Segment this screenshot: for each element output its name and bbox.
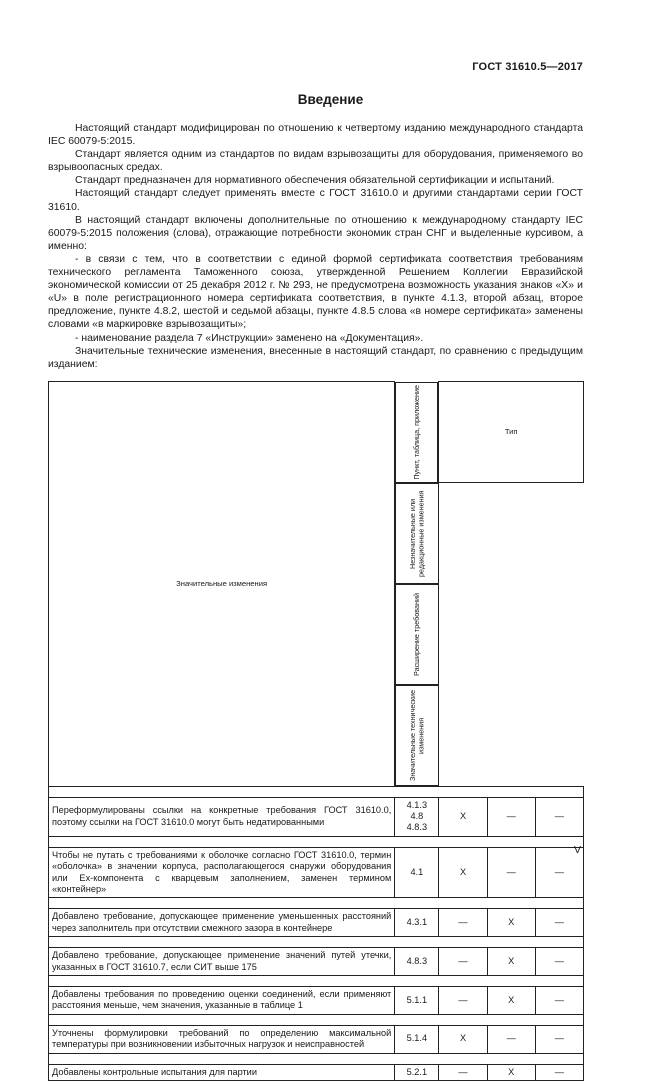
- table-spacer: [49, 937, 584, 948]
- clause-ref: 4.1.3 4.8 4.8.3: [395, 797, 439, 836]
- introduction-text: [48, 122, 583, 371]
- page-title: Введение: [297, 92, 364, 107]
- list-item: - наименование раздела 7 «Инструкции» заменено на «Документация».: [75, 332, 424, 344]
- header-clause-label: Пункт, таблица, приложение: [411, 384, 421, 480]
- page-number: V: [573, 844, 581, 856]
- table-spacer-cell: [49, 836, 584, 847]
- table-spacer: [49, 836, 584, 847]
- table-spacer: [49, 1014, 584, 1025]
- paragraph: Настоящий стандарт следует применять вместе с ГОСТ 31610.0 и другими стандартами серии ГОСТ 31610.: [48, 188, 583, 213]
- change-description: Добавлено требование, допускающее применение уменьшенных расстояний через заполнитель при отсутствии смежного зазора в контейнере: [49, 909, 395, 937]
- header-major: [395, 685, 439, 786]
- header-clause: [395, 382, 438, 483]
- minor-mark: X: [439, 797, 487, 836]
- major-mark: —: [535, 1025, 583, 1053]
- change-description: Добавлены требования по проведению оценки соединений, если применяют расстояния меньше, чем значения, указанные в таблице 1: [49, 986, 395, 1014]
- table-row: [49, 986, 584, 1014]
- extension-mark: —: [487, 847, 535, 898]
- table-spacer-cell: [49, 975, 584, 986]
- document-code: ГОСТ 31610.5—2017: [472, 61, 583, 73]
- paragraph: Настоящий стандарт модифицирован по отношению к четвертому изданию международного стандарта IEC 60079-5:2015.: [48, 123, 583, 148]
- paragraph: Значительные технические изменения, внесенные в настоящий стандарт, по сравнению с предыдущим изданием:: [48, 345, 583, 370]
- clause-ref: 4.8.3: [395, 948, 439, 976]
- table-row: [49, 1025, 584, 1053]
- table-spacer: [49, 786, 584, 797]
- minor-mark: —: [439, 948, 487, 976]
- table-row: [49, 847, 584, 898]
- change-description: Уточнены формулировки требований по определению максимальной температуры при возникновении избыточных нагрузок и неисправностей: [49, 1025, 395, 1053]
- clause-ref: 5.2.1: [395, 1064, 439, 1080]
- change-description: Чтобы не путать с требованиями к оболочке согласно ГОСТ 31610.0, термин «оболочка» в значении корпуса, располагающегося снаружи оборудования или Ex-компонента с кварцевым заполнением, заменен термином «контейнер»: [49, 847, 395, 898]
- header-minor-label: Незначительные или редакционные изменения: [407, 489, 426, 577]
- extension-mark: X: [487, 986, 535, 1014]
- major-mark: —: [535, 1064, 583, 1080]
- table-spacer-cell: [49, 1014, 584, 1025]
- table-spacer-cell: [49, 898, 584, 909]
- extension-mark: X: [487, 948, 535, 976]
- extension-mark: —: [487, 797, 535, 836]
- table-spacer-cell: [49, 786, 584, 797]
- header-extension-label: Расширение требований: [411, 592, 421, 676]
- clause-ref: 5.1.1: [395, 986, 439, 1014]
- paragraph: Стандарт предназначен для нормативного обеспечения обязательной сертификации и испытаний.: [75, 175, 555, 187]
- major-mark: —: [535, 986, 583, 1014]
- changes-table: [48, 381, 584, 1081]
- clause-ref: 5.1.4: [395, 1025, 439, 1053]
- major-mark: —: [535, 847, 583, 898]
- table-row: [49, 797, 584, 836]
- change-description: Добавлены контрольные испытания для партии: [49, 1064, 395, 1080]
- table-spacer: [49, 975, 584, 986]
- extension-mark: X: [487, 909, 535, 937]
- header-major-label: Значительные технические изменения: [407, 689, 426, 781]
- table-spacer: [49, 898, 584, 909]
- extension-mark: X: [487, 1064, 535, 1080]
- table-row: [49, 948, 584, 976]
- major-mark: —: [535, 909, 583, 937]
- header-type: Тип: [439, 382, 584, 483]
- minor-mark: —: [439, 1064, 487, 1080]
- table-spacer-cell: [49, 937, 584, 948]
- change-description: Добавлено требование, допускающее применение значений путей утечки, указанных в ГОСТ 31610.7, если СИТ выше 175: [49, 948, 395, 976]
- major-mark: —: [535, 948, 583, 976]
- major-mark: —: [535, 797, 583, 836]
- table-row: [49, 1064, 584, 1080]
- clause-ref: 4.1: [395, 847, 439, 898]
- header-minor: [395, 483, 439, 584]
- extension-mark: —: [487, 1025, 535, 1053]
- change-description: Переформулированы ссылки на конкретные требования ГОСТ 31610.0, поэтому ссылки на ГОСТ 31610.0 могут быть недатированными: [49, 797, 395, 836]
- list-item: - в связи с тем, что в соответствии с единой формой сертификата соответствия требованиям технического регламента Таможенного союза, утвержденной Решением Коллегии Евразийской экономической комиссии от 25 декабря 2012 г. № 293, не предусмотрена возможность указания знаков «X» и «U» в поле регистрационного номера сертификата соответствия, в пункте 4.1.3, второй абзац, второе предложение, пункте 4.8.2, шестой и седьмой абзацы, пункте 4.8.5 слова «в номере сертификата» заменены словами «в маркировке взрывозащиты»;: [48, 253, 583, 331]
- table-row: [49, 909, 584, 937]
- paragraph: В настоящий стандарт включены дополнительные по отношению к международному стандарту IEC 60079-5:2015 положения (слова), отражающие потребности экономик стран СНГ и выделенные курсивом, а именно:: [48, 214, 583, 252]
- table-spacer: [49, 1053, 584, 1064]
- paragraph: Стандарт является одним из стандартов по видам взрывозащиты для оборудования, применяемого во взрывоопасных средах.: [48, 149, 583, 174]
- table-spacer-cell: [49, 1053, 584, 1064]
- minor-mark: —: [439, 909, 487, 937]
- header-extension: [395, 584, 439, 685]
- minor-mark: X: [439, 1025, 487, 1053]
- minor-mark: —: [439, 986, 487, 1014]
- clause-ref: 4.3.1: [395, 909, 439, 937]
- header-changes: Значительные изменения: [49, 382, 395, 787]
- minor-mark: X: [439, 847, 487, 898]
